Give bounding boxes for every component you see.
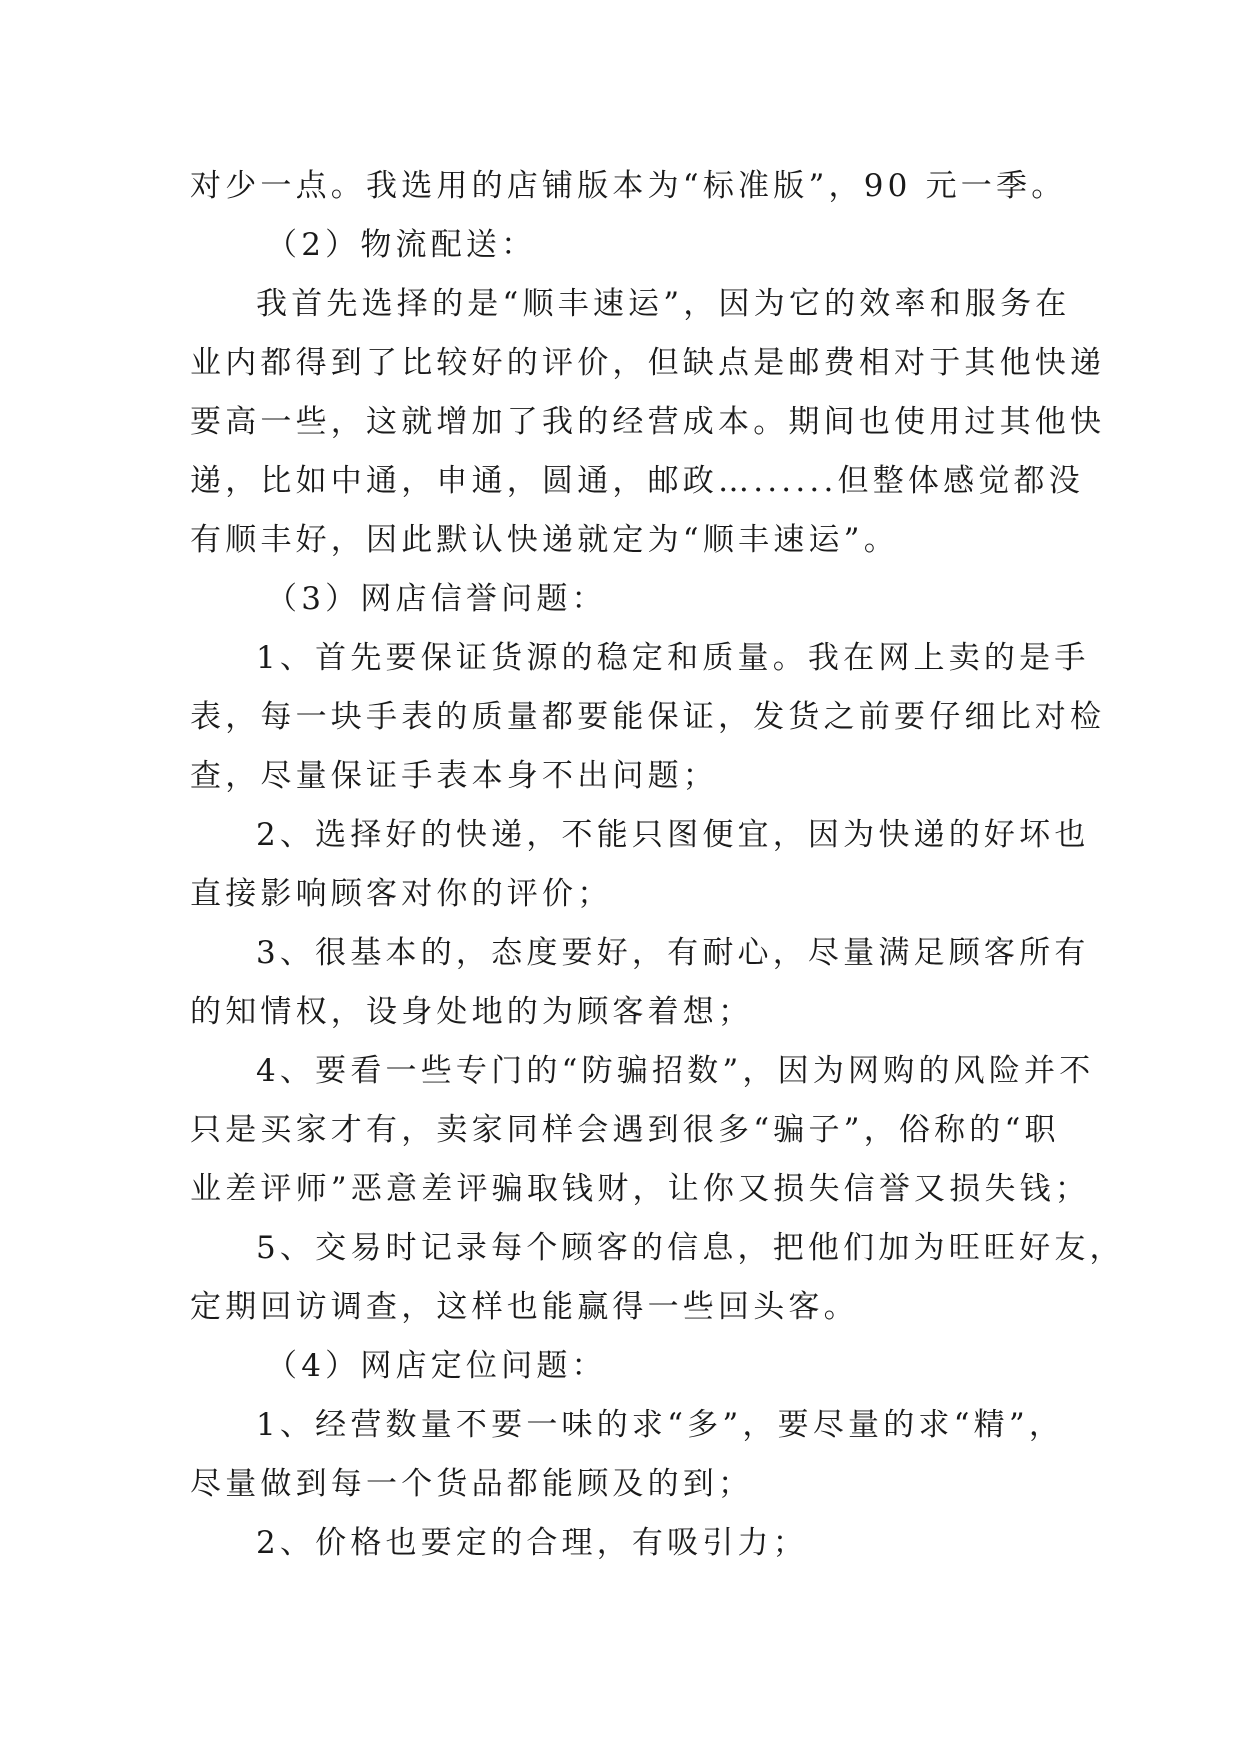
section-heading: （3）网店信誉问题： bbox=[266, 581, 607, 617]
text-line: 业差评师”恶意差评骗取钱财，让你又损失信誉又损失钱； bbox=[190, 1171, 1091, 1207]
text-line: 对少一点。我选用的店铺版本为“标准版”，90 元一季。 bbox=[190, 168, 1067, 204]
text-line: 尽量做到每一个货品都能顾及的到； bbox=[190, 1466, 754, 1502]
text-line: 1、首先要保证货源的稳定和质量。我在网上卖的是手 bbox=[256, 640, 1090, 676]
text-line: 有顺丰好，因此默认快递就定为“顺丰速运”。 bbox=[190, 522, 899, 558]
text-line: 要高一些，这就增加了我的经营成本。期间也使用过其他快 bbox=[190, 404, 1106, 440]
text-line: 我首先选择的是“顺丰速运”，因为它的效率和服务在 bbox=[256, 286, 1071, 322]
text-line: 定期回访调查，这样也能赢得一些回头客。 bbox=[190, 1289, 859, 1325]
text-line: 1、经营数量不要一味的求“多”，要尽量的求“精”， bbox=[256, 1407, 1065, 1443]
text-line: 表，每一块手表的质量都要能保证，发货之前要仔细比对检 bbox=[190, 699, 1106, 735]
section-heading: （2）物流配送： bbox=[266, 227, 537, 263]
document-body bbox=[190, 157, 1125, 1573]
text-line: 业内都得到了比较好的评价，但缺点是邮费相对于其他快递 bbox=[190, 345, 1106, 381]
text-line: 只是买家才有，卖家同样会遇到很多“骗子”，俗称的“职 bbox=[190, 1112, 1060, 1148]
text-line: 直接影响顾客对你的评价； bbox=[190, 876, 613, 912]
text-line: 3、很基本的，态度要好，有耐心，尽量满足顾客所有 bbox=[256, 935, 1090, 971]
text-line: 的知情权，设身处地的为顾客着想； bbox=[190, 994, 754, 1030]
text-line: 2、价格也要定的合理，有吸引力； bbox=[256, 1525, 808, 1561]
text-line: 5、交易时记录每个顾客的信息，把他们加为旺旺好友， bbox=[256, 1230, 1125, 1266]
section-heading: （4）网店定位问题： bbox=[266, 1348, 607, 1384]
text-line: 递，比如中通，申通，圆通，邮政…......但整体感觉都没 bbox=[190, 463, 1084, 499]
text-line: 查，尽量保证手表本身不出问题； bbox=[190, 758, 718, 794]
text-line: 4、要看一些专门的“防骗招数”，因为网购的风险并不 bbox=[256, 1053, 1095, 1089]
text-line: 2、选择好的快递，不能只图便宜，因为快递的好坏也 bbox=[256, 817, 1090, 853]
